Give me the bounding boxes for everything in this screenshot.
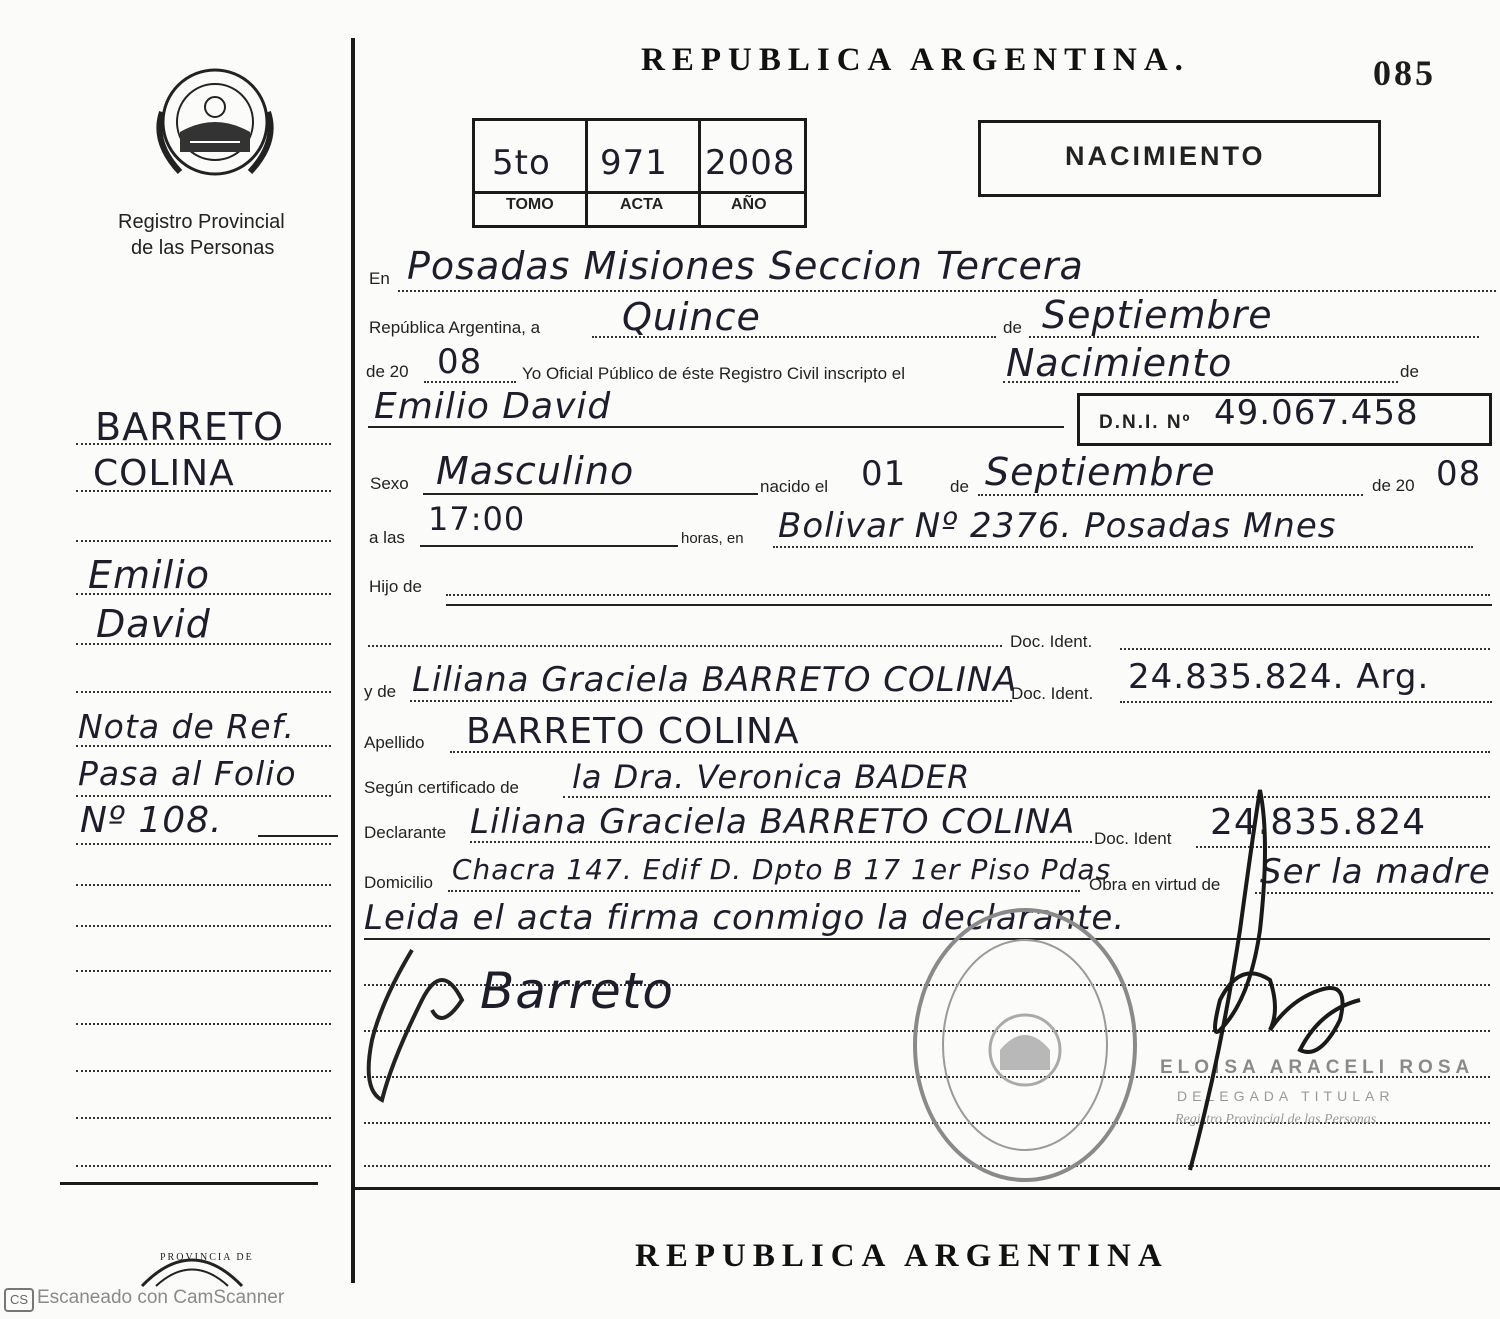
- margin-given-2: David: [96, 602, 211, 646]
- margin-line: [76, 795, 331, 797]
- line-mother: [410, 700, 1012, 702]
- page-number: 085: [1373, 53, 1436, 93]
- label-de20-2: de 20: [1372, 476, 1415, 495]
- doc-type: NACIMIENTO: [1065, 141, 1266, 171]
- margin-line: [76, 1070, 331, 1072]
- label-horas: horas, en: [681, 530, 744, 547]
- margin-given-1: Emilio: [88, 553, 210, 597]
- value-name: Emilio David: [374, 386, 612, 427]
- value-hour: 17:00: [428, 500, 526, 538]
- label-yde: y de: [364, 682, 397, 701]
- registry-name-line1: Registro Provincial: [118, 211, 285, 233]
- ano-value: 2008: [705, 143, 796, 183]
- value-sex: Masculino: [436, 449, 635, 493]
- label-apellido: Apellido: [364, 733, 425, 752]
- label-obra: Obra en virtud de: [1089, 875, 1221, 894]
- value-place: Posadas Misiones Seccion Tercera: [407, 244, 1084, 288]
- signature-flourish: [352, 940, 492, 1110]
- margin-line: [76, 843, 331, 845]
- value-act: Nacimiento: [1006, 341, 1233, 385]
- line-hour: [420, 545, 678, 547]
- margin-line: [76, 691, 331, 693]
- label-doc-ident: Doc. Ident.: [1010, 632, 1093, 651]
- line-birth-month: [978, 494, 1363, 496]
- label-de-end: de: [1400, 362, 1419, 381]
- value-certificate: la Dra. Veronica BADER: [572, 758, 971, 796]
- line-address: [448, 890, 1080, 892]
- margin-note-3: Nº 108.: [80, 800, 223, 841]
- label-alas: a las: [369, 528, 405, 547]
- margin-note-1: Nota de Ref.: [78, 707, 296, 746]
- value-birth-year: 08: [1436, 454, 1482, 494]
- value-dni: 49.067.458: [1214, 393, 1419, 433]
- margin-line: [76, 1023, 331, 1025]
- official-stamp-icon: [905, 900, 1145, 1190]
- value-mother-doc: 24.835.824. Arg.: [1128, 657, 1430, 697]
- value-address: Chacra 147. Edif D. Dpto B 17 1er Piso Pdas: [452, 853, 1112, 886]
- label-de-2: de: [950, 477, 969, 496]
- value-virtue: Ser la madre: [1260, 852, 1491, 892]
- label-doc-ident-3: Doc. Ident: [1094, 829, 1172, 848]
- label-de20: de 20: [366, 362, 409, 381]
- line-sex: [423, 493, 758, 495]
- line-father: [446, 594, 1490, 596]
- margin-surname-1: BARRETO: [95, 405, 285, 449]
- acta-label: ACTA: [620, 196, 664, 213]
- acta-value: 971: [600, 143, 668, 183]
- official-name: ELOISA ARACELI ROSA: [1160, 1057, 1475, 1078]
- official-signature: [1180, 780, 1390, 1180]
- tomo-label: TOMO: [506, 196, 554, 213]
- margin-line: [76, 925, 331, 927]
- declarant-signature: Barreto: [480, 962, 675, 1020]
- value-month: Septiembre: [1042, 293, 1273, 337]
- value-surname: BARRETO COLINA: [466, 711, 800, 752]
- line-birth-place: [773, 546, 1473, 548]
- line-father-doc: [1120, 648, 1490, 650]
- value-declarant-doc: 24.835.824: [1210, 802, 1427, 843]
- page-title: REPUBLICA ARGENTINA.: [641, 42, 1190, 78]
- label-nacido: nacido el: [760, 477, 829, 496]
- margin-line: [76, 1165, 331, 1167]
- camscanner-badge: CS: [4, 1288, 34, 1312]
- label-sexo: Sexo: [370, 474, 409, 493]
- value-birth-day: 01: [861, 454, 907, 494]
- value-day: Quince: [622, 295, 761, 339]
- label-doc-ident-2: Doc. Ident.: [1011, 684, 1094, 703]
- value-mother: Liliana Graciela BARRETO COLINA: [412, 660, 1018, 700]
- left-bottom-rule: [60, 1182, 318, 1185]
- line-place: [398, 290, 1496, 292]
- margin-note-2: Pasa al Folio: [78, 754, 297, 793]
- line-father-3: [368, 645, 1002, 647]
- label-domicilio: Domicilio: [364, 873, 433, 892]
- footer-seal-text: PROVINCIA DE: [160, 1252, 254, 1263]
- margin-line: [76, 540, 331, 542]
- label-en: En: [369, 269, 390, 288]
- value-birth-month: Septiembre: [985, 450, 1216, 494]
- margin-line: [76, 1117, 331, 1119]
- ano-label: AÑO: [731, 196, 767, 213]
- label-dni: D.N.I. Nº: [1099, 412, 1192, 433]
- label-republica: República Argentina, a: [369, 318, 541, 337]
- value-declarant: Liliana Graciela BARRETO COLINA: [470, 802, 1076, 842]
- label-oficial: Yo Oficial Público de éste Registro Civil inscripto el: [522, 364, 905, 383]
- line-father-2: [446, 604, 1492, 606]
- footer-title: REPUBLICA ARGENTINA: [635, 1238, 1169, 1274]
- value-closing: Leida el acta firma conmigo la declarante.: [364, 898, 1126, 938]
- tomo-value: 5to: [492, 143, 551, 183]
- margin-line: [76, 884, 331, 886]
- official-org: Registro Provincial de las Personas: [1175, 1112, 1377, 1127]
- value-birth-place: Bolivar Nº 2376. Posadas Mnes: [778, 506, 1337, 546]
- registry-name-line2: de las Personas: [131, 237, 275, 259]
- label-declarante: Declarante: [364, 823, 447, 842]
- camscanner-watermark: Escaneado con CamScanner: [37, 1287, 285, 1308]
- official-role: DELEGADA TITULAR: [1177, 1088, 1395, 1104]
- margin-line: [76, 970, 331, 972]
- value-year: 08: [437, 342, 483, 382]
- label-hijo: Hijo de: [369, 577, 422, 596]
- line-mother-doc: [1120, 701, 1492, 703]
- margin-note-underline: [258, 835, 338, 837]
- margin-surname-2: COLINA: [93, 453, 235, 494]
- misiones-seal-icon: [150, 52, 280, 192]
- label-segun: Según certificado de: [364, 778, 519, 797]
- label-de: de: [1003, 318, 1022, 337]
